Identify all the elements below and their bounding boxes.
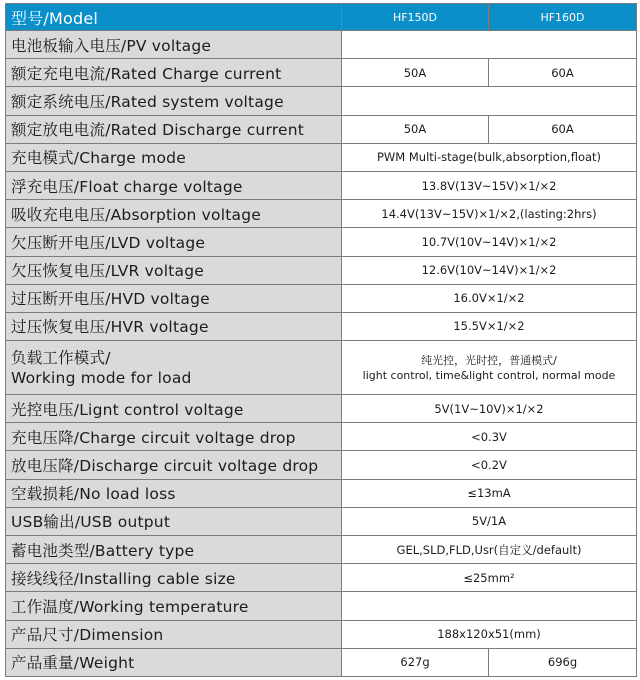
row-value-hf150d: 50A bbox=[342, 115, 489, 143]
row-value: 16.0V×1/×2 bbox=[342, 284, 637, 312]
row-charge-mode bbox=[6, 143, 637, 171]
row-value: ≤13mA bbox=[342, 479, 637, 507]
row-value-hf160d: 696g bbox=[489, 648, 637, 676]
row-label: 产品尺寸/Dimension bbox=[6, 620, 342, 648]
row-value: 12.6V(10V~14V)×1/×2 bbox=[342, 256, 637, 284]
row-value-line-2: light control, time&light control, normal mode bbox=[362, 368, 616, 382]
row-value-hf150d: 627g bbox=[342, 648, 489, 676]
row-label: 吸收充电电压/Absorption voltage bbox=[6, 200, 342, 228]
model-hf150d: HF150D bbox=[342, 4, 489, 31]
row-label: 产品重量/Weight bbox=[6, 648, 342, 676]
row-value-hf160d: 60A bbox=[489, 115, 637, 143]
row-label bbox=[6, 341, 342, 395]
row-weight bbox=[6, 648, 637, 676]
row-label: 额定系统电压/Rated system voltage bbox=[6, 87, 342, 115]
row-value: 188x120x51(mm) bbox=[342, 620, 637, 648]
row-label: 充电模式/Charge mode bbox=[6, 143, 342, 171]
row-label: 过压恢复电压/HVR voltage bbox=[6, 312, 342, 340]
row-label: 欠压断开电压/LVD voltage bbox=[6, 228, 342, 256]
row-hvd-voltage bbox=[6, 284, 637, 312]
row-value: <0.2V bbox=[342, 451, 637, 479]
row-value: <0.3V bbox=[342, 423, 637, 451]
row-value bbox=[342, 341, 637, 395]
row-float-charge-voltage bbox=[6, 171, 637, 199]
row-cable-size bbox=[6, 564, 637, 592]
row-value: 10.7V(10V~14V)×1/×2 bbox=[342, 228, 637, 256]
row-rated-charge-current bbox=[6, 59, 637, 87]
model-header-label: 型号/Model bbox=[6, 4, 342, 31]
row-label: 接线线径/Installing cable size bbox=[6, 564, 342, 592]
row-value bbox=[342, 31, 637, 59]
row-label: 额定放电电流/Rated Discharge current bbox=[6, 115, 342, 143]
row-working-mode-for-load bbox=[6, 341, 637, 395]
row-label: USB输出/USB output bbox=[6, 507, 342, 535]
row-lvd-voltage bbox=[6, 228, 637, 256]
row-label: 光控电压/Lignt control voltage bbox=[6, 395, 342, 423]
row-label: 蓄电池类型/Battery type bbox=[6, 536, 342, 564]
row-value-hf160d: 60A bbox=[489, 59, 637, 87]
row-value: 5V(1V~10V)×1/×2 bbox=[342, 395, 637, 423]
row-light-control-voltage bbox=[6, 395, 637, 423]
row-working-temperature bbox=[6, 592, 637, 620]
row-hvr-voltage bbox=[6, 312, 637, 340]
row-label-line-1: 负载工作模式/ bbox=[11, 348, 111, 367]
row-label: 过压断开电压/HVD voltage bbox=[6, 284, 342, 312]
row-lvr-voltage bbox=[6, 256, 637, 284]
row-dimension bbox=[6, 620, 637, 648]
row-discharge-voltage-drop bbox=[6, 451, 637, 479]
row-value-hf150d: 50A bbox=[342, 59, 489, 87]
header-row bbox=[6, 4, 637, 31]
row-value: 15.5V×1/×2 bbox=[342, 312, 637, 340]
spec-table bbox=[5, 3, 637, 677]
row-label: 空载损耗/No load loss bbox=[6, 479, 342, 507]
row-label: 欠压恢复电压/LVR voltage bbox=[6, 256, 342, 284]
row-value: 14.4V(13V~15V)×1/×2,(lasting:2hrs) bbox=[342, 200, 637, 228]
row-absorption-voltage bbox=[6, 200, 637, 228]
row-label: 充电压降/Charge circuit voltage drop bbox=[6, 423, 342, 451]
row-value-line-1: 纯光控，光时控，普通模式/ bbox=[421, 353, 557, 367]
row-value: ≤25mm² bbox=[342, 564, 637, 592]
row-value: 13.8V(13V~15V)×1/×2 bbox=[342, 171, 637, 199]
model-hf160d: HF160D bbox=[489, 4, 637, 31]
row-value: PWM Multi-stage(bulk,absorption,float) bbox=[342, 143, 637, 171]
row-label: 浮充电压/Float charge voltage bbox=[6, 171, 342, 199]
row-value: GEL,SLD,FLD,Usr(自定义/default) bbox=[342, 536, 637, 564]
row-value bbox=[342, 87, 637, 115]
row-charge-voltage-drop bbox=[6, 423, 637, 451]
row-label: 工作温度/Working temperature bbox=[6, 592, 342, 620]
row-value: 5V/1A bbox=[342, 507, 637, 535]
row-battery-type bbox=[6, 536, 637, 564]
row-rated-discharge-current bbox=[6, 115, 637, 143]
row-label: 放电压降/Discharge circuit voltage drop bbox=[6, 451, 342, 479]
row-value bbox=[342, 592, 637, 620]
row-rated-system-voltage bbox=[6, 87, 637, 115]
row-label: 额定充电电流/Rated Charge current bbox=[6, 59, 342, 87]
row-label: 电池板输入电压/PV voltage bbox=[6, 31, 342, 59]
row-no-load-loss bbox=[6, 479, 637, 507]
row-pv-voltage bbox=[6, 31, 637, 59]
row-usb-output bbox=[6, 507, 637, 535]
row-label-line-2: Working mode for load bbox=[11, 368, 192, 387]
